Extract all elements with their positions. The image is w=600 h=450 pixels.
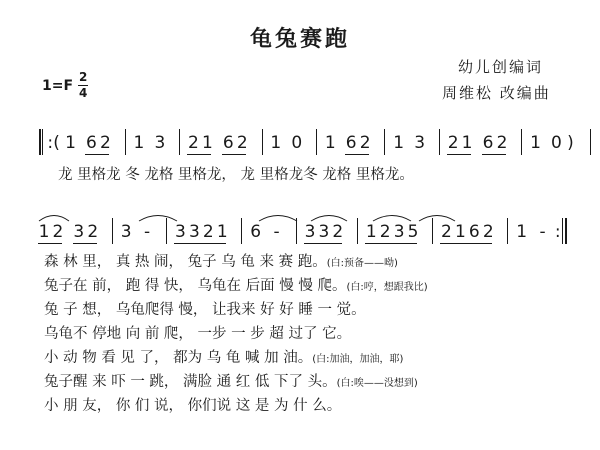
melody-note: 2 xyxy=(379,222,391,242)
prelude-beam xyxy=(85,154,109,155)
prelude-barline xyxy=(439,129,440,155)
melody-note: 1 xyxy=(365,222,377,242)
prelude-beam xyxy=(482,154,506,155)
prelude-barline xyxy=(384,129,385,155)
melody-note: 3 xyxy=(304,222,316,242)
spoken-cue: (白:预备——呦) xyxy=(326,258,398,269)
verse-text: 乌龟不 停地 向 前 爬， 一步 一 步 超 过了 它。 xyxy=(44,326,352,342)
time-signature-top: 2 xyxy=(79,70,88,84)
prelude-note: 2 xyxy=(496,133,508,153)
verse-text: 兔子醒 来 吓 一 跳， 满脸 通 红 低 下了 头。 xyxy=(44,374,337,390)
melody-note: 1 xyxy=(216,222,228,242)
melody-note: 2 xyxy=(441,222,452,242)
slur xyxy=(418,212,456,222)
prelude-note: 2 xyxy=(359,133,371,153)
prelude-note: 2 xyxy=(236,133,248,153)
prelude-note: 2 xyxy=(447,133,459,153)
prelude-note: 2 xyxy=(100,133,111,153)
time-signature-bottom: 4 xyxy=(79,86,88,100)
melody-beam xyxy=(174,243,226,244)
melody-note: 5 xyxy=(407,222,419,242)
prelude-note: 1 xyxy=(324,133,336,153)
verse-line xyxy=(44,252,398,274)
melody-barline xyxy=(507,218,508,244)
verse-text: 森 林 里， 真 热 闹， 兔子 乌 龟 来 赛 跑。 xyxy=(44,254,327,270)
verse-line xyxy=(44,300,366,320)
melody-beam xyxy=(73,243,97,244)
verse-text: 小 动 物 看 见 了， 都为 乌 龟 喊 加 油。 xyxy=(44,350,313,366)
prelude-note: 1 xyxy=(65,133,76,153)
melody-note: 2 xyxy=(482,222,494,242)
prelude-barline xyxy=(590,129,591,155)
melody-note: 3 xyxy=(318,222,330,242)
prelude-barline xyxy=(125,129,126,155)
slur xyxy=(372,212,412,222)
verse-text: 兔 子 想， 乌龟爬得 慢， 让我来 好 好 睡 一 觉。 xyxy=(44,302,366,318)
verse-text: 兔子在 前， 跑 得 快， 乌龟在 后面 慢 慢 爬。 xyxy=(44,278,347,294)
key-signature: 1=F xyxy=(42,78,74,94)
melody-note: 1 xyxy=(38,222,50,242)
melody-note: - xyxy=(273,222,280,242)
prelude-note: 1 xyxy=(393,133,405,153)
melody-note: 2 xyxy=(332,222,344,242)
melody-beam xyxy=(365,243,417,244)
prelude-note: 3 xyxy=(414,133,426,153)
melody-repeat-dots: : xyxy=(554,222,561,242)
verse-text: 小 朋 友， 你 们 说， 你们说 这 是 为 什 么。 xyxy=(44,398,342,414)
melody-beam xyxy=(38,243,62,244)
spoken-cue: (白:加油，加油，耶) xyxy=(312,354,404,365)
melody-note: 2 xyxy=(52,222,64,242)
verse-line xyxy=(44,396,341,416)
melody-note: - xyxy=(143,222,151,242)
prelude-note: 6 xyxy=(222,133,234,153)
lyricist-credit: 幼儿创编词 xyxy=(458,58,544,76)
melody-note: 6 xyxy=(250,222,262,242)
melody-note: 3 xyxy=(120,222,132,242)
prelude-note: 1 xyxy=(270,133,282,153)
slur xyxy=(310,212,348,222)
prelude-note: 6 xyxy=(482,133,494,153)
verse-line xyxy=(44,372,418,394)
prelude-note: ( xyxy=(53,133,60,153)
spoken-cue: (白:哼，想跟我比) xyxy=(346,282,428,293)
prelude-beam xyxy=(447,154,471,155)
slur xyxy=(258,212,298,222)
prelude-repeat-dots: : xyxy=(47,133,54,153)
prelude-note: ) xyxy=(567,133,574,153)
melody-note: 3 xyxy=(175,222,186,242)
composer-credit: 周维松 改编曲 xyxy=(442,84,551,102)
prelude-beam xyxy=(222,154,246,155)
spoken-cue: (白:唉——没想到) xyxy=(336,378,418,389)
prelude-note: 0 xyxy=(291,133,303,153)
melody-note: 3 xyxy=(73,222,85,242)
prelude-barline xyxy=(39,129,41,155)
melody-note: 3 xyxy=(188,222,200,242)
melody-note: 6 xyxy=(468,222,480,242)
prelude-barline xyxy=(262,129,263,155)
prelude-note: 2 xyxy=(187,133,199,153)
melody-note: 2 xyxy=(202,222,214,242)
prelude-note: 6 xyxy=(345,133,357,153)
prelude-note: 6 xyxy=(86,133,97,153)
melody-barline xyxy=(112,218,113,244)
melody-note: - xyxy=(539,222,546,242)
prelude-lyric: 龙 里格龙 冬 龙格 里格龙， 龙 里格龙冬 龙格 里格龙。 xyxy=(58,167,414,183)
page-title: 龟兔赛跑 xyxy=(249,26,350,52)
prelude-note: 1 xyxy=(201,133,213,153)
verse-line xyxy=(44,324,351,344)
prelude-barline xyxy=(316,129,317,155)
slur xyxy=(138,212,178,222)
melody-note: 1 xyxy=(516,222,528,242)
slur xyxy=(38,212,70,222)
verse-line xyxy=(44,348,403,370)
prelude-barline xyxy=(521,129,522,155)
prelude-barline xyxy=(179,129,180,155)
melody-barline xyxy=(241,218,242,244)
prelude-note: 0 xyxy=(551,133,562,153)
melody-beam xyxy=(440,243,492,244)
melody-note: 2 xyxy=(87,222,99,242)
prelude-note: 1 xyxy=(133,133,145,153)
prelude-note: 3 xyxy=(154,133,166,153)
prelude-beam xyxy=(187,154,211,155)
melody-beam xyxy=(304,243,342,244)
melody-note: 3 xyxy=(393,222,405,242)
prelude-beam xyxy=(345,154,369,155)
melody-note: 1 xyxy=(454,222,466,242)
melody-barline xyxy=(357,218,358,244)
prelude-note: 1 xyxy=(461,133,473,153)
prelude-note: 1 xyxy=(530,133,541,153)
verse-line xyxy=(44,276,428,298)
